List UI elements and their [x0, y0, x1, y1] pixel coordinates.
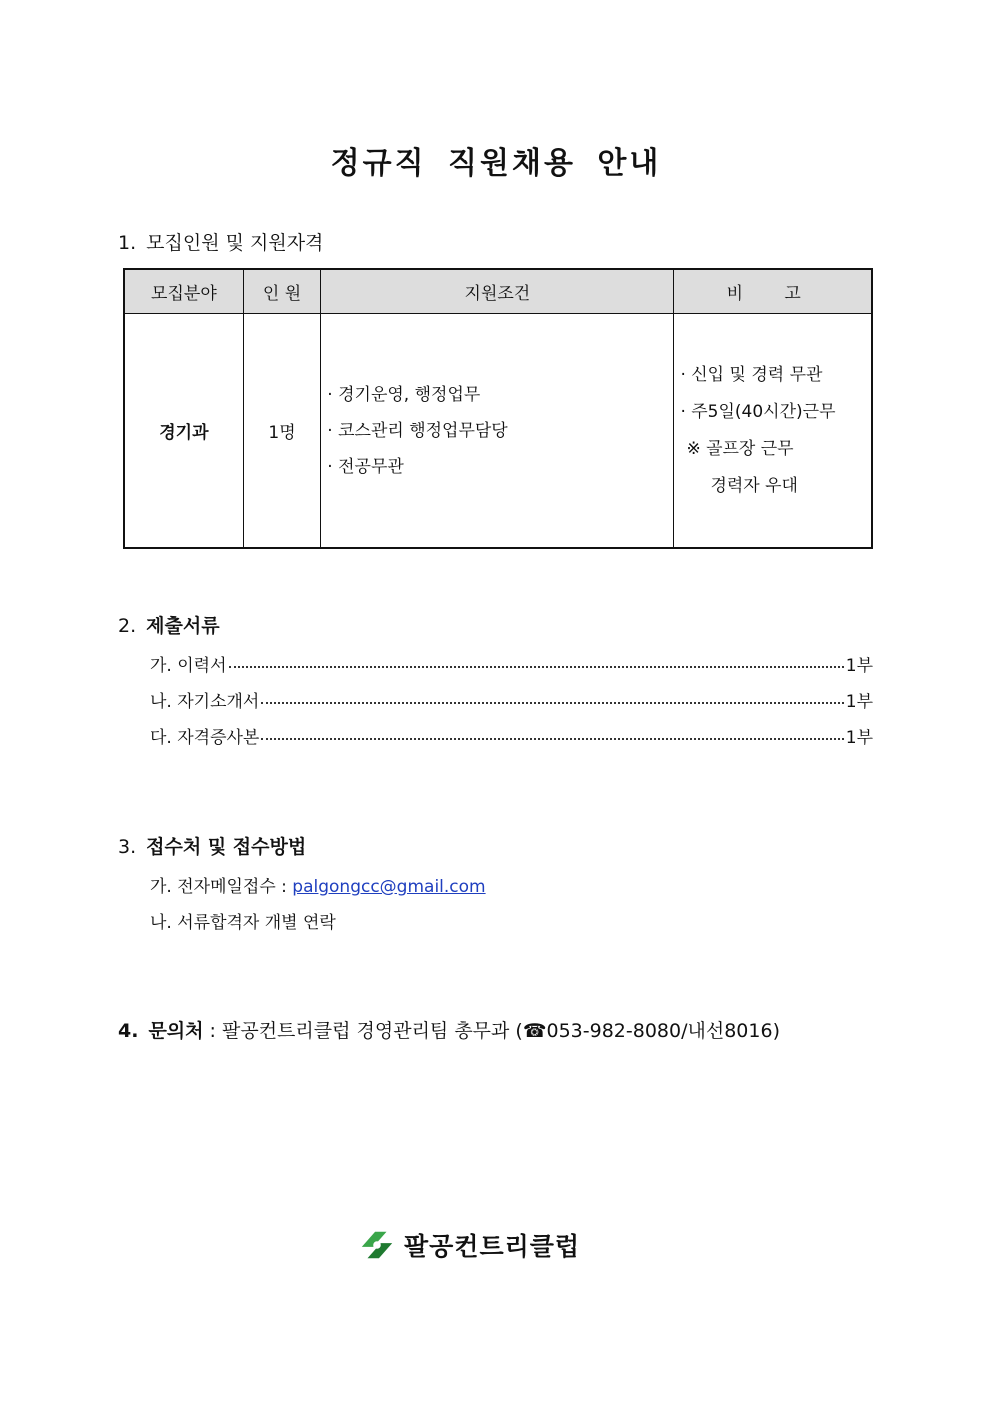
- document-qty: 1부: [845, 728, 873, 748]
- cell-notes: [674, 314, 872, 549]
- page-title: 정규직 직원채용 안내: [330, 146, 662, 181]
- cell-conditions: [321, 314, 674, 549]
- header-field: 모집분야: [124, 269, 243, 314]
- condition-item: · 코스관리 행정업무담당: [327, 420, 508, 441]
- section-2-title: 제출서류: [146, 615, 220, 637]
- document-label: 가. 이력서: [150, 656, 227, 676]
- section-3-title: 접수처 및 접수방법: [146, 836, 307, 858]
- section-4-separator: :: [203, 1020, 222, 1042]
- dot-leader: [261, 738, 843, 740]
- document-qty: 1부: [845, 656, 873, 676]
- section-3-number: 3.: [118, 836, 137, 858]
- email-link[interactable]: palgongcc@gmail.com: [292, 877, 486, 897]
- email-label: 가. 전자메일접수 :: [150, 877, 293, 897]
- header-conditions: 지원조건: [321, 269, 674, 314]
- dot-leader: [229, 666, 844, 668]
- header-count: 인 원: [243, 269, 321, 314]
- section-4-contact: 팔공컨트리클럽 경영관리팀 총무과 (☎053-982-8080/내선8016): [222, 1020, 780, 1042]
- logo-text: 팔공컨트리클럽: [404, 1232, 581, 1261]
- club-logo: [358, 1226, 580, 1264]
- section-4-heading: [118, 1016, 780, 1043]
- email-row: [150, 872, 486, 897]
- section-3-heading: [118, 832, 306, 859]
- table-header-row: [124, 269, 872, 314]
- section-2-heading: [118, 611, 220, 638]
- recruit-table: [123, 268, 873, 549]
- document-item: [150, 723, 873, 748]
- note-item: · 신입 및 경력 무관: [680, 364, 823, 385]
- note-item: · 주5일(40시간)근무: [680, 401, 836, 422]
- note-item: ※ 골프장 근무: [686, 438, 794, 459]
- cell-count: 1명: [243, 314, 321, 549]
- document-label: 다. 자격증사본: [150, 728, 260, 748]
- dot-leader: [261, 702, 843, 704]
- section-1-title: 모집인원 및 지원자격: [146, 232, 324, 254]
- document-item: [150, 687, 873, 712]
- condition-item: · 경기운영, 행정업무: [327, 384, 481, 405]
- section-4-title: 문의처: [148, 1020, 204, 1042]
- section-1-number: 1.: [118, 232, 137, 254]
- section-1-heading: [118, 228, 323, 255]
- condition-item: · 전공무관: [327, 456, 404, 477]
- document-qty: 1부: [845, 692, 873, 712]
- palgong-logo-icon: [358, 1226, 396, 1264]
- section-2-number: 2.: [118, 615, 137, 637]
- contact-method-row: 나. 서류합격자 개별 연락: [150, 913, 336, 933]
- table-row: [124, 314, 872, 549]
- section-4-number: 4.: [118, 1020, 139, 1042]
- header-notes: 비 고: [674, 269, 872, 314]
- note-item: 경력자 우대: [710, 475, 798, 496]
- document-label: 나. 자기소개서: [150, 692, 260, 712]
- cell-field: 경기과: [124, 314, 243, 549]
- document-item: [150, 651, 873, 676]
